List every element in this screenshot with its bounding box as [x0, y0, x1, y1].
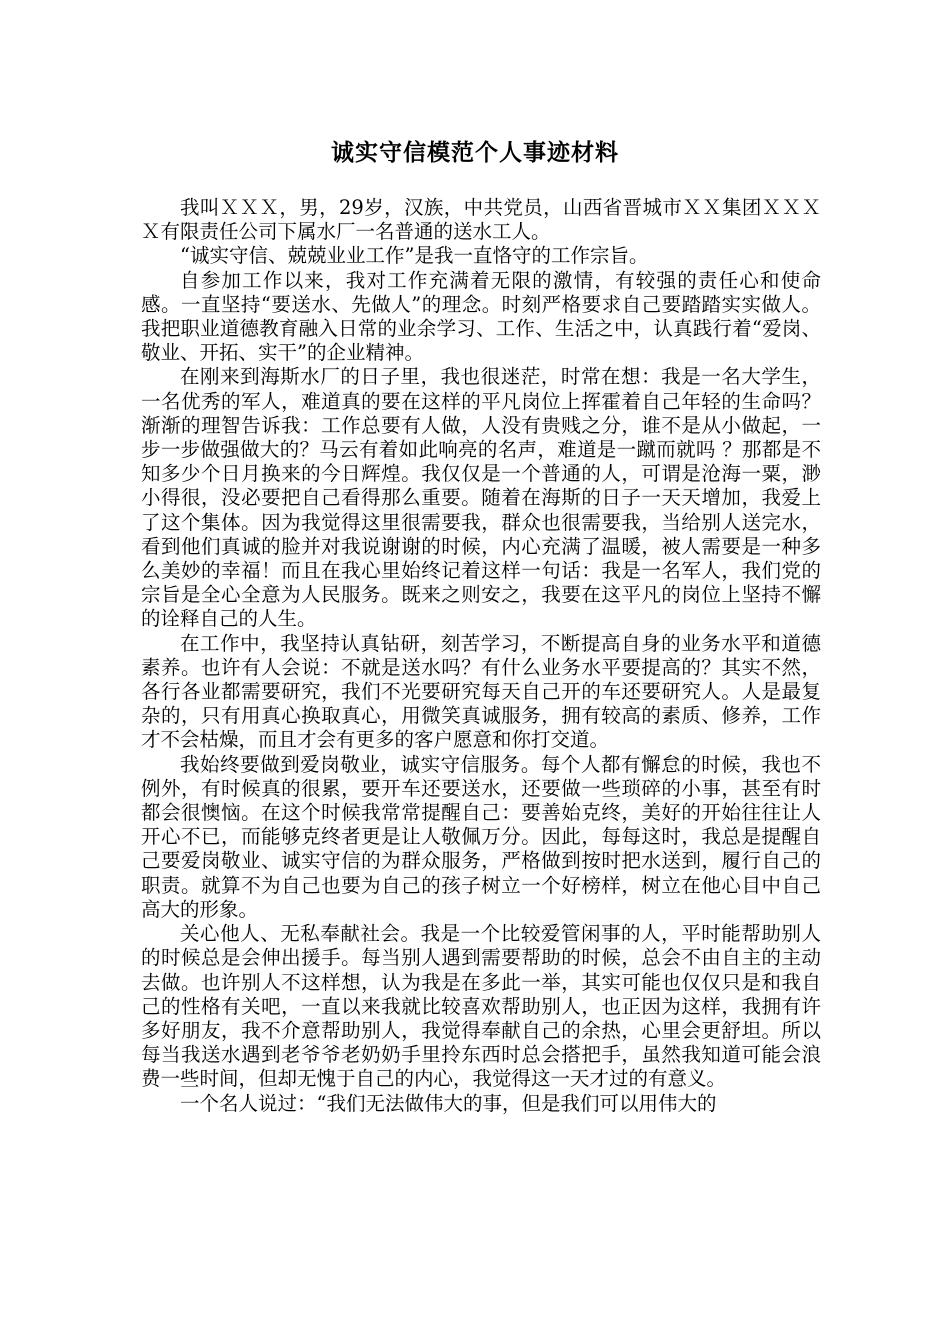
paragraph-dedication: 我始终要做到爱岗敬业，诚实守信服务。每个人都有懈怠的时候，我也不例外，有时候真的很累，要开车还要送水，还要做一些琐碎的小事，甚至有时都会很懊恼。在这个时候我常常提醒自己：要善始克终，美好的开始往往让人开心不已，而能够克终者更是让人敬佩万分。因此，每每这时，我总是提醒自己要爱岗敬业、诚实守信的为群众服务，严格做到按时把水送到，履行自己的职责。就算不为自己也要为自己的孩子树立一个好榜样，树立在他心目中自己高大的形象。 — [141, 752, 821, 921]
paragraph-motto: “诚实守信、兢兢业业工作”是我一直恪守的工作宗旨。 — [180, 244, 649, 268]
document-title: 诚实守信模范个人事迹材料 — [331, 140, 619, 166]
paragraph-study: 在工作中，我坚持认真钻研，刻苦学习，不断提高自身的业务水平和道德素养。也许有人会说：不就是送水吗？有什么业务水平要提高的？其实不然，各行各业都需要研究，我们不光要研究每天自己开的车还要研究人。人是最复杂的，只有用真心换取真心，用微笑真诚服务，拥有较高的素质、修养，工作才不会枯燥，而且才会有更多的客户愿意和你打交道。 — [141, 631, 821, 752]
paragraph-attitude: 自参加工作以来，我对工作充满着无限的激情，有较强的责任心和使命感。一直坚持“要送水、先做人”的理念。时刻严格要求自己要踏踏实实做人。我把职业道德教育融入日常的业余学习、工作、生活之中，认真践行着“爱岗、敬业、开拓、实干”的企业精神。 — [141, 268, 821, 365]
paragraph-intro: 我叫ＸＸＸ，男，29岁，汉族，中共党员，山西省晋城市ＸＸ集团ＸＸＸＸ有限责任公司下属水厂一名普通的送水工人。 — [141, 196, 821, 244]
paragraph-helping-others: 关心他人、无私奉献社会。我是一个比较爱管闲事的人，平时能帮助别人的时候总是会伸出援手。每当别人遇到需要帮助的时候，总会不由自主的主动去做。也许别人不这样想，认为我是在多此一举，其实可能也仅仅只是和我自己的性格有关吧，一直以来我就比较喜欢帮助别人，也正因为这样，我拥有许多好朋友，我不介意帮助别人，我觉得奉献自己的余热，心里会更舒坦。所以每当我送水遇到老爷爷老奶奶手里拎东西时总会搭把手，虽然我知道可能会浪费一些时间，但却无愧于自己的内心，我觉得这一天才过的有意义。 — [141, 922, 821, 1091]
document-body — [141, 196, 821, 1116]
paragraph-early-days: 在刚来到海斯水厂的日子里，我也很迷茫，时常在想：我是一名大学生，一名优秀的军人，难道真的要在这样的平凡岗位上挥霍着自己年轻的生命吗？渐渐的理智告诉我：工作总要有人做，人没有贵贱之分，谁不是从小做起，一步一步做强做大的？马云有着如此响亮的名声，难道是一蹴而就吗 ？那都是不知多少个日月换来的今日辉煌。我仅仅是一个普通的人，可谓是沧海一粟，渺小得很，没必要把自己看得那么重要。随着在海斯的日子一天天增加，我爱上了这个集体。因为我觉得这里很需要我，群众也很需要我，当给别人送完水，看到他们真诚的脸并对我说谢谢的时候，内心充满了温暖，被人需要是一种多么美妙的幸福！而且在我心里始终记着这样一句话：我是一名军人，我们党的宗旨是全心全意为人民服务。既来之则安之，我要在这平凡的岗位上坚持不懈的诠释自己的人生。 — [141, 365, 821, 631]
paragraph-quote: 一个名人说过：“我们无法做伟大的事，但是我们可以用伟大的 — [180, 1091, 717, 1115]
